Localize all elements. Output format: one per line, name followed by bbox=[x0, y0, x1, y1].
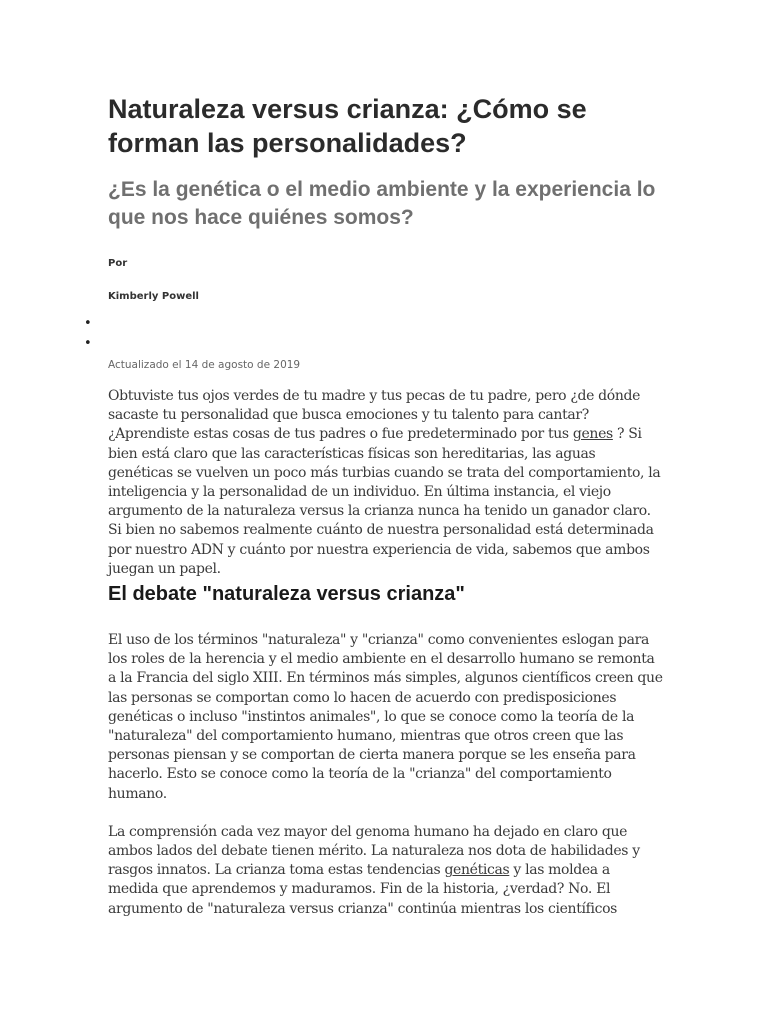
genes-link[interactable]: genes bbox=[572, 426, 613, 443]
body-paragraph: El uso de los términos "naturaleza" y "crianza" como convenientes eslogan para los roles de la herencia y el medio ambiente en el desarrollo humano se remonta a la Francia del siglo XIII. En términos más simples, algunos científicos creen que las personas se comportan como lo hacen de acuerdo con predisposiciones genéticas o incluso "instintos animales", lo que se conoce como la teoría de la "naturaleza" del comportamiento humano, mientras que otros creen que las personas piensan y se comportan de cierta manera porque se les enseña para hacerlo. Esto se conoce como la teoría de la "crianza" del comportamiento humano. bbox=[108, 632, 663, 802]
intro-paragraph bbox=[108, 387, 663, 579]
geneticas-link[interactable]: genéticas bbox=[444, 862, 510, 879]
share-list-item[interactable] bbox=[84, 336, 663, 356]
article bbox=[108, 92, 663, 919]
byline-label: Por bbox=[108, 258, 128, 269]
article-title: Naturaleza versus crianza: ¿Cómo se forman las personalidades? bbox=[108, 94, 587, 158]
author-name[interactable]: Kimberly Powell bbox=[108, 291, 199, 302]
intro-text-end: ? Si bien está claro que las características físicas son hereditarias, las aguas genéticas se vuelven un poco más turbias cuando se trata del comportamiento, la inteligencia y la personalidad de un individuo. En última instancia, el viejo argumento de la naturaleza versus la crianza nunca ha tenido un ganador claro. Si bien no sabemos realmente cuánto de nuestra personalidad está determinada por nuestro ADN y cuánto por nuestra experiencia de vida, sabemos que ambos juegan un papel. bbox=[108, 426, 661, 577]
para3-text-end: y las moldea a medida que aprendemos y maduramos. Fin de la historia, ¿verdad? No. El argumento de "naturaleza versus crianza" continúa mientras los científicos bbox=[108, 862, 617, 917]
body-paragraph bbox=[108, 823, 663, 919]
para3-text-start: La comprensión cada vez mayor del genoma humano ha dejado en claro que ambos lados del debate tienen mérito. La naturaleza nos dota de habilidades y rasgos innatos. La crianza toma estas tendencias bbox=[108, 823, 640, 879]
share-list-item[interactable] bbox=[84, 316, 663, 336]
updated-date: Actualizado el 14 de agosto de 2019 bbox=[108, 359, 301, 371]
intro-text-start: Obtuviste tus ojos verdes de tu madre y tus pecas de tu padre, pero ¿de dónde sacaste tu personalidad que busca emociones y tu talento para cantar? ¿Aprendiste estas cosas de tus padres o fue predeterminado por tus bbox=[108, 388, 641, 443]
section-heading: El debate "naturaleza versus crianza" bbox=[108, 583, 465, 606]
article-subtitle: ¿Es la genética o el medio ambiente y la experiencia lo que nos hace quiénes somos? bbox=[108, 178, 656, 229]
share-list bbox=[84, 316, 663, 356]
